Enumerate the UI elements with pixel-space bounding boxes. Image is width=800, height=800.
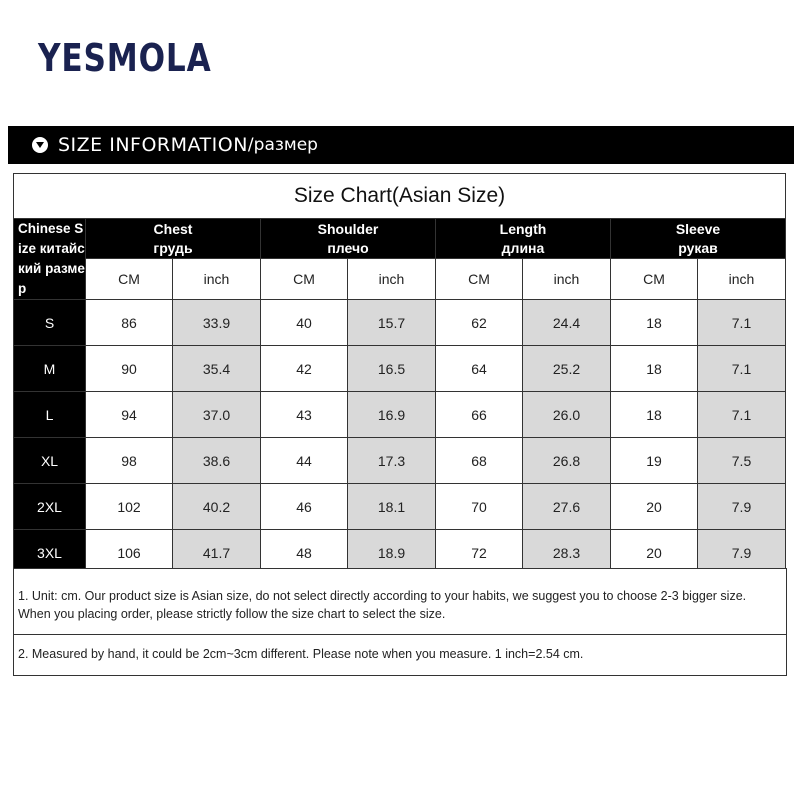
cm-value-cell: 18 (611, 300, 698, 346)
cm-value-cell: 68 (436, 438, 523, 484)
chevron-down-circle-icon (32, 137, 48, 153)
size-chart-table (13, 173, 786, 576)
unit-header: inch (348, 259, 436, 300)
inch-value-cell: 40.2 (173, 484, 261, 530)
cm-value-cell: 46 (261, 484, 348, 530)
group-header-length: Length длина (436, 219, 611, 259)
cm-value-cell: 102 (86, 484, 173, 530)
cm-value-cell: 98 (86, 438, 173, 484)
cm-value-cell: 42 (261, 346, 348, 392)
size-label: 2XL (14, 484, 86, 530)
banner-title: SIZE INFORMATION (58, 134, 248, 156)
chart-title: Size Chart(Asian Size) (14, 174, 786, 219)
cm-value-cell: 106 (86, 530, 173, 576)
inch-value-cell: 18.1 (348, 484, 436, 530)
inch-value-cell: 7.1 (698, 392, 786, 438)
size-label: M (14, 346, 86, 392)
size-label: XL (14, 438, 86, 484)
table-row (14, 392, 786, 438)
cm-value-cell: 86 (86, 300, 173, 346)
table-row (14, 346, 786, 392)
notes-section (13, 568, 787, 676)
inch-value-cell: 7.9 (698, 484, 786, 530)
inch-value-cell: 28.3 (523, 530, 611, 576)
cm-value-cell: 64 (436, 346, 523, 392)
size-label: L (14, 392, 86, 438)
inch-value-cell: 15.7 (348, 300, 436, 346)
unit-header: CM (261, 259, 348, 300)
banner-subtitle: /размер (247, 135, 318, 155)
inch-value-cell: 7.1 (698, 346, 786, 392)
inch-value-cell: 37.0 (173, 392, 261, 438)
inch-value-cell: 26.8 (523, 438, 611, 484)
inch-value-cell: 26.0 (523, 392, 611, 438)
unit-header: CM (611, 259, 698, 300)
inch-value-cell: 41.7 (173, 530, 261, 576)
inch-value-cell: 35.4 (173, 346, 261, 392)
cm-value-cell: 20 (611, 530, 698, 576)
unit-header: CM (436, 259, 523, 300)
inch-value-cell: 7.1 (698, 300, 786, 346)
cm-value-cell: 72 (436, 530, 523, 576)
inch-value-cell: 38.6 (173, 438, 261, 484)
cm-value-cell: 43 (261, 392, 348, 438)
cm-value-cell: 44 (261, 438, 348, 484)
cm-value-cell: 18 (611, 346, 698, 392)
cm-value-cell: 90 (86, 346, 173, 392)
cm-value-cell: 20 (611, 484, 698, 530)
inch-value-cell: 18.9 (348, 530, 436, 576)
note-measurement: 2. Measured by hand, it could be 2cm~3cm different. Please note when you measure. 1 inch=2.54 cm. (13, 635, 787, 676)
cm-value-cell: 40 (261, 300, 348, 346)
inch-value-cell: 16.5 (348, 346, 436, 392)
inch-value-cell: 25.2 (523, 346, 611, 392)
note-unit: 1. Unit: cm. Our product size is Asian size, do not select directly according to your habits, we suggest you to choose 2-3 bigger size. When you placing order, please strictly follow the size chart to select the size. (13, 568, 787, 635)
table-row (14, 300, 786, 346)
group-header-chest: Chest грудь (86, 219, 261, 259)
cm-value-cell: 66 (436, 392, 523, 438)
group-header-shoulder: Shoulder плечо (261, 219, 436, 259)
inch-value-cell: 27.6 (523, 484, 611, 530)
size-label: S (14, 300, 86, 346)
table-row (14, 484, 786, 530)
size-information-banner (8, 126, 794, 164)
table-row (14, 438, 786, 484)
cm-value-cell: 62 (436, 300, 523, 346)
unit-header: inch (523, 259, 611, 300)
cm-value-cell: 48 (261, 530, 348, 576)
unit-header: CM (86, 259, 173, 300)
unit-header: inch (173, 259, 261, 300)
cm-value-cell: 70 (436, 484, 523, 530)
cm-value-cell: 19 (611, 438, 698, 484)
inch-value-cell: 7.9 (698, 530, 786, 576)
group-header-sleeve: Sleeve рукав (611, 219, 786, 259)
inch-value-cell: 7.5 (698, 438, 786, 484)
brand-logo: YESMOLA (38, 36, 212, 80)
size-label: 3XL (14, 530, 86, 576)
cm-value-cell: 94 (86, 392, 173, 438)
unit-header: inch (698, 259, 786, 300)
inch-value-cell: 24.4 (523, 300, 611, 346)
inch-value-cell: 33.9 (173, 300, 261, 346)
size-column-header: Chinese Size китайский размер (14, 219, 86, 300)
cm-value-cell: 18 (611, 392, 698, 438)
inch-value-cell: 16.9 (348, 392, 436, 438)
inch-value-cell: 17.3 (348, 438, 436, 484)
